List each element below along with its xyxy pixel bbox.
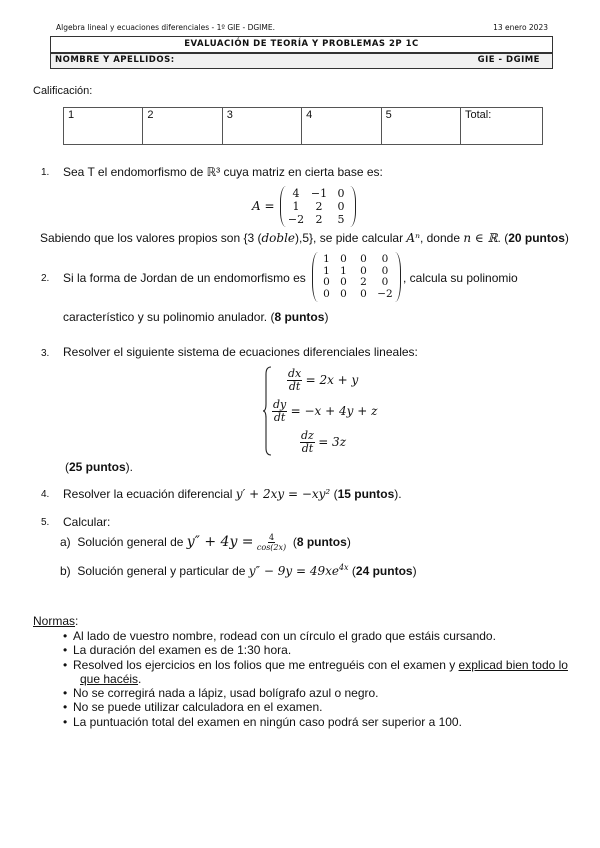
matrix-entry: 0 [340,287,347,300]
grade-cell-5[interactable]: 5 [381,108,460,145]
q1-question: Sabiendo que los valores propios son {3 (doble),5}, se pide calcular Aⁿ, donde n ∈ ℝ. (20 puntos) [40,231,569,245]
q3-points: 25 puntos [69,460,126,474]
exam-title-box [50,36,553,53]
grade-cell-total[interactable]: Total: [460,108,542,145]
matrix-entry: 0 [323,287,330,300]
q2-text: Si la forma de Jordan de un endomorfismo es [63,271,306,285]
matrix-entry: 0 [337,200,345,213]
matrix-entry: 2 [315,200,323,213]
rule-item: • No se corregirá nada a lápiz, usad bolígrafo azul o negro. [63,686,379,700]
matrix-entry: 0 [360,253,367,265]
q4-equation: y′ + 2xy = −xy² [235,487,331,501]
left-brace [262,366,272,456]
matrix-entry: 1 [323,264,330,277]
rules-title: Normas: [33,614,79,628]
matrix-entry: 0 [360,264,367,277]
exam-date: 13 enero 2023 [493,23,548,32]
system-eq-1: $\frac{dx}{dt}$ = 2x + y [288,367,359,394]
matrix-entry: 0 [360,287,367,300]
q3-text: Resolver el siguiente sistema de ecuaciones diferenciales lineales: [63,345,418,359]
q5a-equation: y″ + 4y = [186,534,254,550]
grading-table [63,107,543,145]
matrix-entry: 0 [340,276,347,288]
rule-item: • La duración del examen es de 1:30 hora. [63,643,291,657]
q3-points-line: (25 puntos). [65,460,134,474]
system-eq-2: $\frac{dy}{dt}$ = −x + 4y + z [273,398,378,425]
q4-number: 4. [41,489,50,500]
matrix-entry: 2 [360,276,367,288]
degree-label: GIE - DGIME [477,55,540,65]
matrix-entry: 0 [340,253,347,265]
course-title: Algebra lineal y ecuaciones diferenciales - 1º GIE - DGIME. [56,23,275,32]
rule-item: • No se puede utilizar calculadora en el examen. [63,700,322,714]
q2-text2: característico y su polinomio anulador. (8 puntos) [63,310,329,324]
q4-text: Resolver la ecuación diferencial y′ + 2xy = −xy² (15 puntos). [63,487,402,501]
grade-cell-1[interactable]: 1 [64,108,143,145]
q1-points: 20 puntos [508,231,565,245]
q1-number: 1. [41,167,50,178]
q1-matrix [286,187,350,226]
exam-title: EVALUACIÓN DE TEORÍA Y PROBLEMAS 2P 1C [184,39,419,49]
system-eq-3: $\frac{dz}{dt}$ = 3z [301,429,347,456]
q5a-points: 8 puntos [296,535,347,549]
grade-cell-3[interactable]: 3 [222,108,301,145]
name-label: NOMBRE Y APELLIDOS: [55,55,175,65]
matrix-entry: 1 [292,200,300,213]
q4-points: 15 puntos [337,487,395,501]
grading-label: Calificación: [33,85,93,97]
q5b-points: 24 puntos [355,564,413,578]
matrix-entry: −1 [310,187,328,200]
rule-item: • Al lado de vuestro nombre, rodead con un círculo el grado que estáis cursando. [63,629,496,643]
q3-number: 3. [41,348,50,359]
matrix-entry: 0 [381,264,389,277]
grade-cell-4[interactable]: 4 [302,108,381,145]
q2-number: 2. [41,273,50,284]
q5b-equation: y″ − 9y = 49xe [248,564,339,578]
right-paren [350,186,356,227]
matrix-entry: −2 [287,213,305,226]
q5-number: 5. [41,517,50,528]
q5a: a) Solución general de y″ + 4y = $\frac{4}{\cos(2x)}$ (8 puntos) [60,533,351,553]
q2-jordan-matrix [318,254,395,300]
q2-text-after: , calcula su polinomio [403,271,518,285]
matrix-entry: 0 [381,253,389,265]
rule-item: • Resolved los ejercicios en los folios que me entreguéis con el examen y explicad bien todo lo [63,658,568,672]
right-paren [395,252,401,302]
matrix-entry: 1 [340,264,347,277]
q1-lhs: A = [252,199,275,213]
matrix-entry: 1 [323,253,330,265]
matrix-entry: 5 [337,213,345,226]
matrix-entry: 0 [381,276,389,288]
matrix-entry: 2 [315,213,323,226]
grade-cell-2[interactable]: 2 [143,108,222,145]
matrix-entry: 4 [292,187,300,200]
rule-item: • La puntuación total del examen en ningún caso podrá ser superior a 100. [63,715,462,729]
q1-text: Sea T el endomorfismo de ℝ³ cuya matriz en cierta base es: [63,165,383,179]
name-box [50,53,553,69]
q5b: b) Solución general y particular de $y'' - 9y = 49xe^{4x}$ (24 puntos) [60,563,417,578]
q5-text: Calcular: [63,515,111,529]
q2-points: 8 puntos [274,310,325,324]
rule-item-continuation: que hacéis. [80,672,142,686]
matrix-entry: 0 [323,276,330,288]
matrix-entry: 0 [337,187,345,200]
matrix-entry: −2 [377,287,393,300]
